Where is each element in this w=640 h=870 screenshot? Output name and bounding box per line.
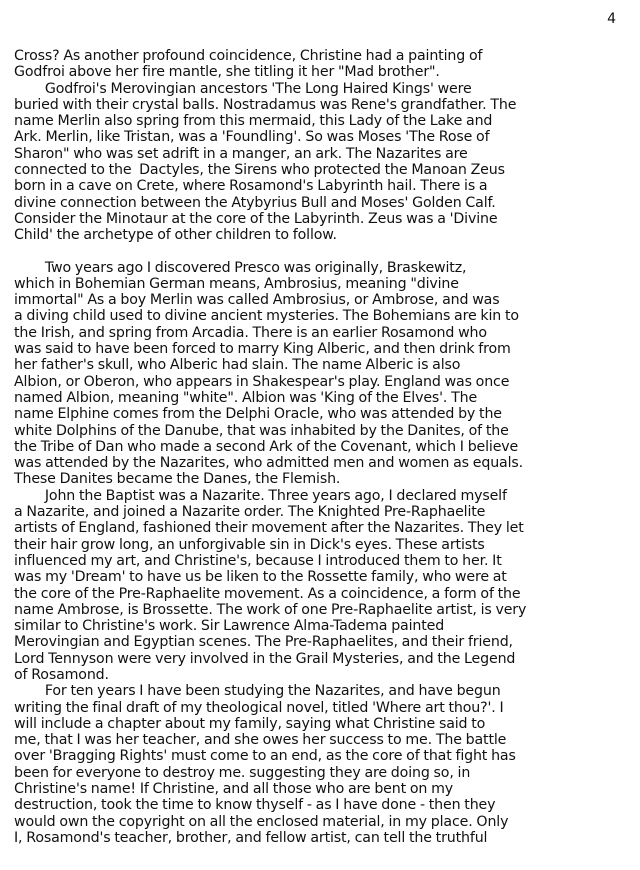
text-line: name Merlin also spring from this mermaid, this Lady of the Lake and (14, 113, 493, 130)
text-line: Sharon" who was set adrift in a manger, an ark. The Nazarites are (14, 145, 468, 162)
text-line: of Rosamond. (14, 666, 109, 683)
text-line: white Dolphins of the Danube, that was inhabited by the Danites, of the (14, 422, 509, 439)
text-line: me, that I was her teacher, and she owes her success to me. The battle (14, 732, 507, 749)
text-line: name Elphine comes from the Delphi Oracle, who was attended by the (14, 406, 502, 423)
text-line: a diving child used to divine ancient mysteries. The Bohemians are kin to (14, 308, 519, 325)
text-line: Godfroi above her fire mantle, she titling it her "Mad brother". (14, 64, 440, 81)
text-line: the Irish, and spring from Arcadia. There is an earlier Rosamond who (14, 324, 487, 341)
text-line: Godfroi's Merovingian ancestors 'The Long Haired Kings' were (14, 80, 472, 97)
text-line: buried with their crystal balls. Nostradamus was Rene's grandfather. The (14, 96, 517, 113)
paragraph-gap (14, 244, 574, 260)
paragraph (14, 81, 574, 244)
text-line: For ten years I have been studying the Nazarites, and have begun (14, 683, 501, 700)
text-line: destruction, took the time to know thyself - as I have done - then they (14, 797, 496, 814)
text-line: was my 'Dream' to have us be liken to the Rossette family, who were at (14, 569, 507, 586)
text-line: connected to the Dactyles, the Sirens who protected the Manoan Zeus (14, 162, 505, 179)
text-line: their hair grow long, an unforgivable sin in Dick's eyes. These artists (14, 536, 485, 553)
text-line: will include a chapter about my family, saying what Christine said to (14, 715, 486, 732)
text-line: name Ambrose, is Brossette. The work of one Pre-Raphaelite artist, is very (14, 601, 527, 618)
text-line: John the Baptist was a Nazarite. Three years ago, I declared myself (14, 487, 507, 504)
paragraph (14, 48, 574, 81)
text-line: the Tribe of Dan who made a second Ark of the Covenant, which I believe (14, 438, 519, 455)
text-line: born in a cave on Crete, where Rosamond's Labyrinth hail. There is a (14, 178, 488, 195)
text-line: Merovingian and Egyptian scenes. The Pre-Raphaelites, and their friend, (14, 634, 513, 651)
text-line: artists of England, fashioned their movement after the Nazarites. They let (14, 520, 524, 537)
text-line: which in Bohemian German means, Ambrosius, meaning "divine (14, 275, 459, 292)
text-line: the core of the Pre-Raphaelite movement. As a coincidence, a form of the (14, 585, 521, 602)
text-line: Christine's name! If Christine, and all those who are bent on my (14, 781, 454, 798)
text-line: Two years ago I discovered Presco was originally, Braskewitz, (14, 259, 467, 276)
paragraph (14, 683, 574, 846)
text-line: I, Rosamond's teacher, brother, and fellow artist, can tell the truthful (14, 829, 488, 846)
text-line: named Albion, meaning "white". Albion was 'King of the Elves'. The (14, 389, 478, 406)
text-line: divine connection between the Atybyrius Bull and Moses' Golden Calf. (14, 194, 496, 211)
page-number: 4 (607, 11, 616, 27)
text-line: Albion, or Oberon, who appears in Shakespear's play. England was once (14, 373, 510, 390)
text-line: been for everyone to destroy me. suggesting they are doing so, in (14, 764, 471, 781)
text-line: similar to Christine's work. Sir Lawrence Alma-Tadema painted (14, 618, 445, 635)
paragraph (14, 488, 574, 684)
text-line: Lord Tennyson were very involved in the Grail Mysteries, and the Legend (14, 650, 516, 667)
text-line: her father's skull, who Alberic had slain. The name Alberic is also (14, 357, 461, 374)
text-line: Child' the archetype of other children to follow. (14, 227, 337, 244)
text-line: would own the copyright on all the enclosed material, in my place. Only (14, 813, 509, 830)
text-line: was said to have been forced to marry King Alberic, and then drink from (14, 341, 511, 358)
text-line: writing the final draft of my theological novel, titled 'Where art thou?'. I (14, 699, 504, 716)
text-line: was attended by the Nazarites, who admitted men and women as equals. (14, 455, 523, 472)
paragraph (14, 260, 574, 488)
text-line: influenced my art, and Christine's, because I introduced them to her. It (14, 552, 502, 569)
text-line: Cross? As another profound coincidence, Christine had a painting of (14, 48, 483, 64)
text-line: over 'Bragging Rights' must come to an end, as the core of that fight has (14, 748, 516, 765)
text-line: Ark. Merlin, like Tristan, was a 'Foundling'. So was Moses 'The Rose of (14, 129, 490, 146)
text-line: a Nazarite, and joined a Nazarite order. The Knighted Pre-Raphaelite (14, 504, 486, 521)
text-line: These Danites became the Danes, the Flemish. (14, 471, 341, 488)
text-line: immortal" As a boy Merlin was called Ambrosius, or Ambrose, and was (14, 292, 500, 309)
text-line: Consider the Minotaur at the core of the Labyrinth. Zeus was a 'Divine (14, 210, 498, 227)
document-body (14, 48, 574, 846)
